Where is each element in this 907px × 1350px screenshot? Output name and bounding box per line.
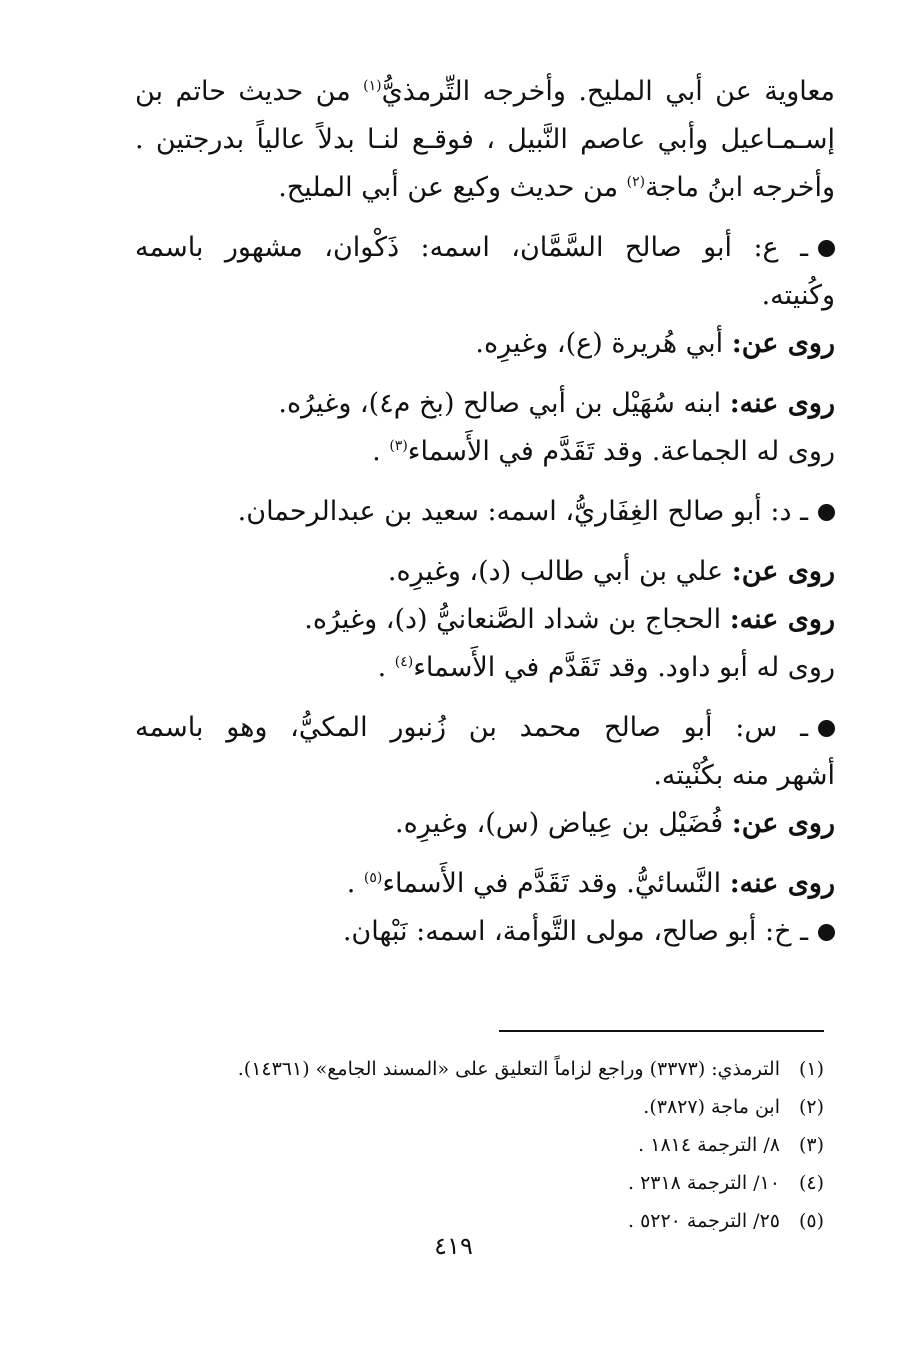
text-span: معاوية عن أبي المليح. وأخرجه التِّرمذيُّ [381,76,835,107]
footnote-text: ابن ماجة (٣٨٢٧). [643,1096,780,1118]
text-span: من حديث حاتم بن [135,76,364,107]
footnote-ref[interactable]: (١) [363,78,382,94]
footnote-text: ٢٥/ الترجمة ٥٢٢٠ . [627,1210,780,1232]
riwaya-an [135,800,835,848]
narration-note [135,428,835,476]
bullet-icon [818,924,835,941]
label: روى عنه: [729,868,835,899]
paragraph-line [135,164,835,212]
entry-heading [135,908,835,956]
entry-heading [135,224,835,272]
text-span: ـ ع: أبو صالح السَّمَّان، اسمه: ذَكْوان، مشهور باسمه [135,232,808,263]
footnote-item [124,1164,824,1202]
text-span: فُضَيْل بن عِياض (س)، وغيرِه. [395,808,732,839]
riwaya-an [135,548,835,596]
footnote-number: (٥) [798,1210,824,1232]
footnote-item [124,1050,824,1088]
text-span: أبي هُريرة (ع)، وغيرِه. [475,328,732,359]
text-span: ـ س: أبو صالح محمد بن زُنبور المكيُّ، وهو باسمه [135,712,808,743]
riwaya-anhu [135,596,835,644]
footnote-ref[interactable]: (٣) [389,438,408,454]
label: روى عنه: [729,604,835,635]
bullet-icon [818,504,835,521]
label: روى عن: [731,328,835,359]
text-span: علي بن أبي طالب (د)، وغيرِه. [387,556,732,587]
text-span: الحجاج بن شداد الصَّنعانيُّ (د)، وغيرُه. [304,604,730,635]
narration-note [135,644,835,692]
label: روى عن: [731,808,835,839]
footnote-number: (١) [798,1058,824,1080]
label: روى عن: [731,556,835,587]
text-span: من حديث وكيع عن أبي المليح. [278,172,627,203]
footnote-item [124,1126,824,1164]
footnote-item [124,1088,824,1126]
riwaya-anhu [135,380,835,428]
text-span: وأخرجه ابنُ ماجة [645,172,835,203]
footnote-number: (٤) [798,1172,824,1194]
footnote-ref[interactable]: (٢) [626,174,646,190]
entry-heading [135,704,835,752]
text-span: ـ د: أبو صالح الغِفَاريُّ، اسمه: سعيد بن عبدالرحمان. [237,496,808,527]
riwaya-an [135,320,835,368]
text-span: روى له الجماعة. وقد تَقَدَّم في الأَسماء [407,436,835,467]
text-span: النَّسائيُّ. وقد تَقَدَّم في الأَسماء [382,868,730,899]
footnote-ref[interactable]: (٥) [363,870,383,886]
footnote-number: (٢) [798,1096,824,1118]
footnote-ref[interactable]: (٤) [394,654,414,670]
paragraph-line [135,68,835,116]
text-span: ـ خ: أبو صالح، مولى التَّوأمة، اسمه: نَبْهان. [342,916,808,947]
paragraph-line: إسـمـاعيل وأبي عاصم النَّبيل ، فوقـع لنـا بدلاً عالياً بدرجتين . [135,124,835,155]
footnote-text: الترمذي: (٣٣٧٣) وراجع لزاماً التعليق على «المسند الجامع» (١٤٣٦١). [237,1058,780,1080]
bullet-icon [818,720,835,737]
text-span: روى له أبو داود. وقد تَقَدَّم في الأَسماء [413,652,835,683]
footnote-divider [499,1030,824,1032]
entry-heading-cont: أشهر منه بكُنْيته. [653,760,835,791]
text-span: . [377,652,395,683]
footnote-text: ٨/ الترجمة ١٨١٤ . [638,1134,780,1156]
text-span: . [372,436,390,467]
footnote-text: ١٠/ الترجمة ٢٣١٨ . [627,1172,780,1194]
footnote-number: (٣) [798,1134,824,1156]
entry-heading [135,488,835,536]
label: روى عنه: [729,388,835,419]
text-span: . [346,868,364,899]
footnotes [124,1050,824,1240]
page-number: ٤١٩ [434,1232,473,1260]
entry-heading-cont: وكُنيته. [761,280,835,311]
main-text [135,68,835,956]
riwaya-anhu [135,860,835,908]
text-span: ابنه سُهَيْل بن أبي صالح (بخ م٤)، وغيرُه. [278,388,730,419]
bullet-icon [818,240,835,257]
